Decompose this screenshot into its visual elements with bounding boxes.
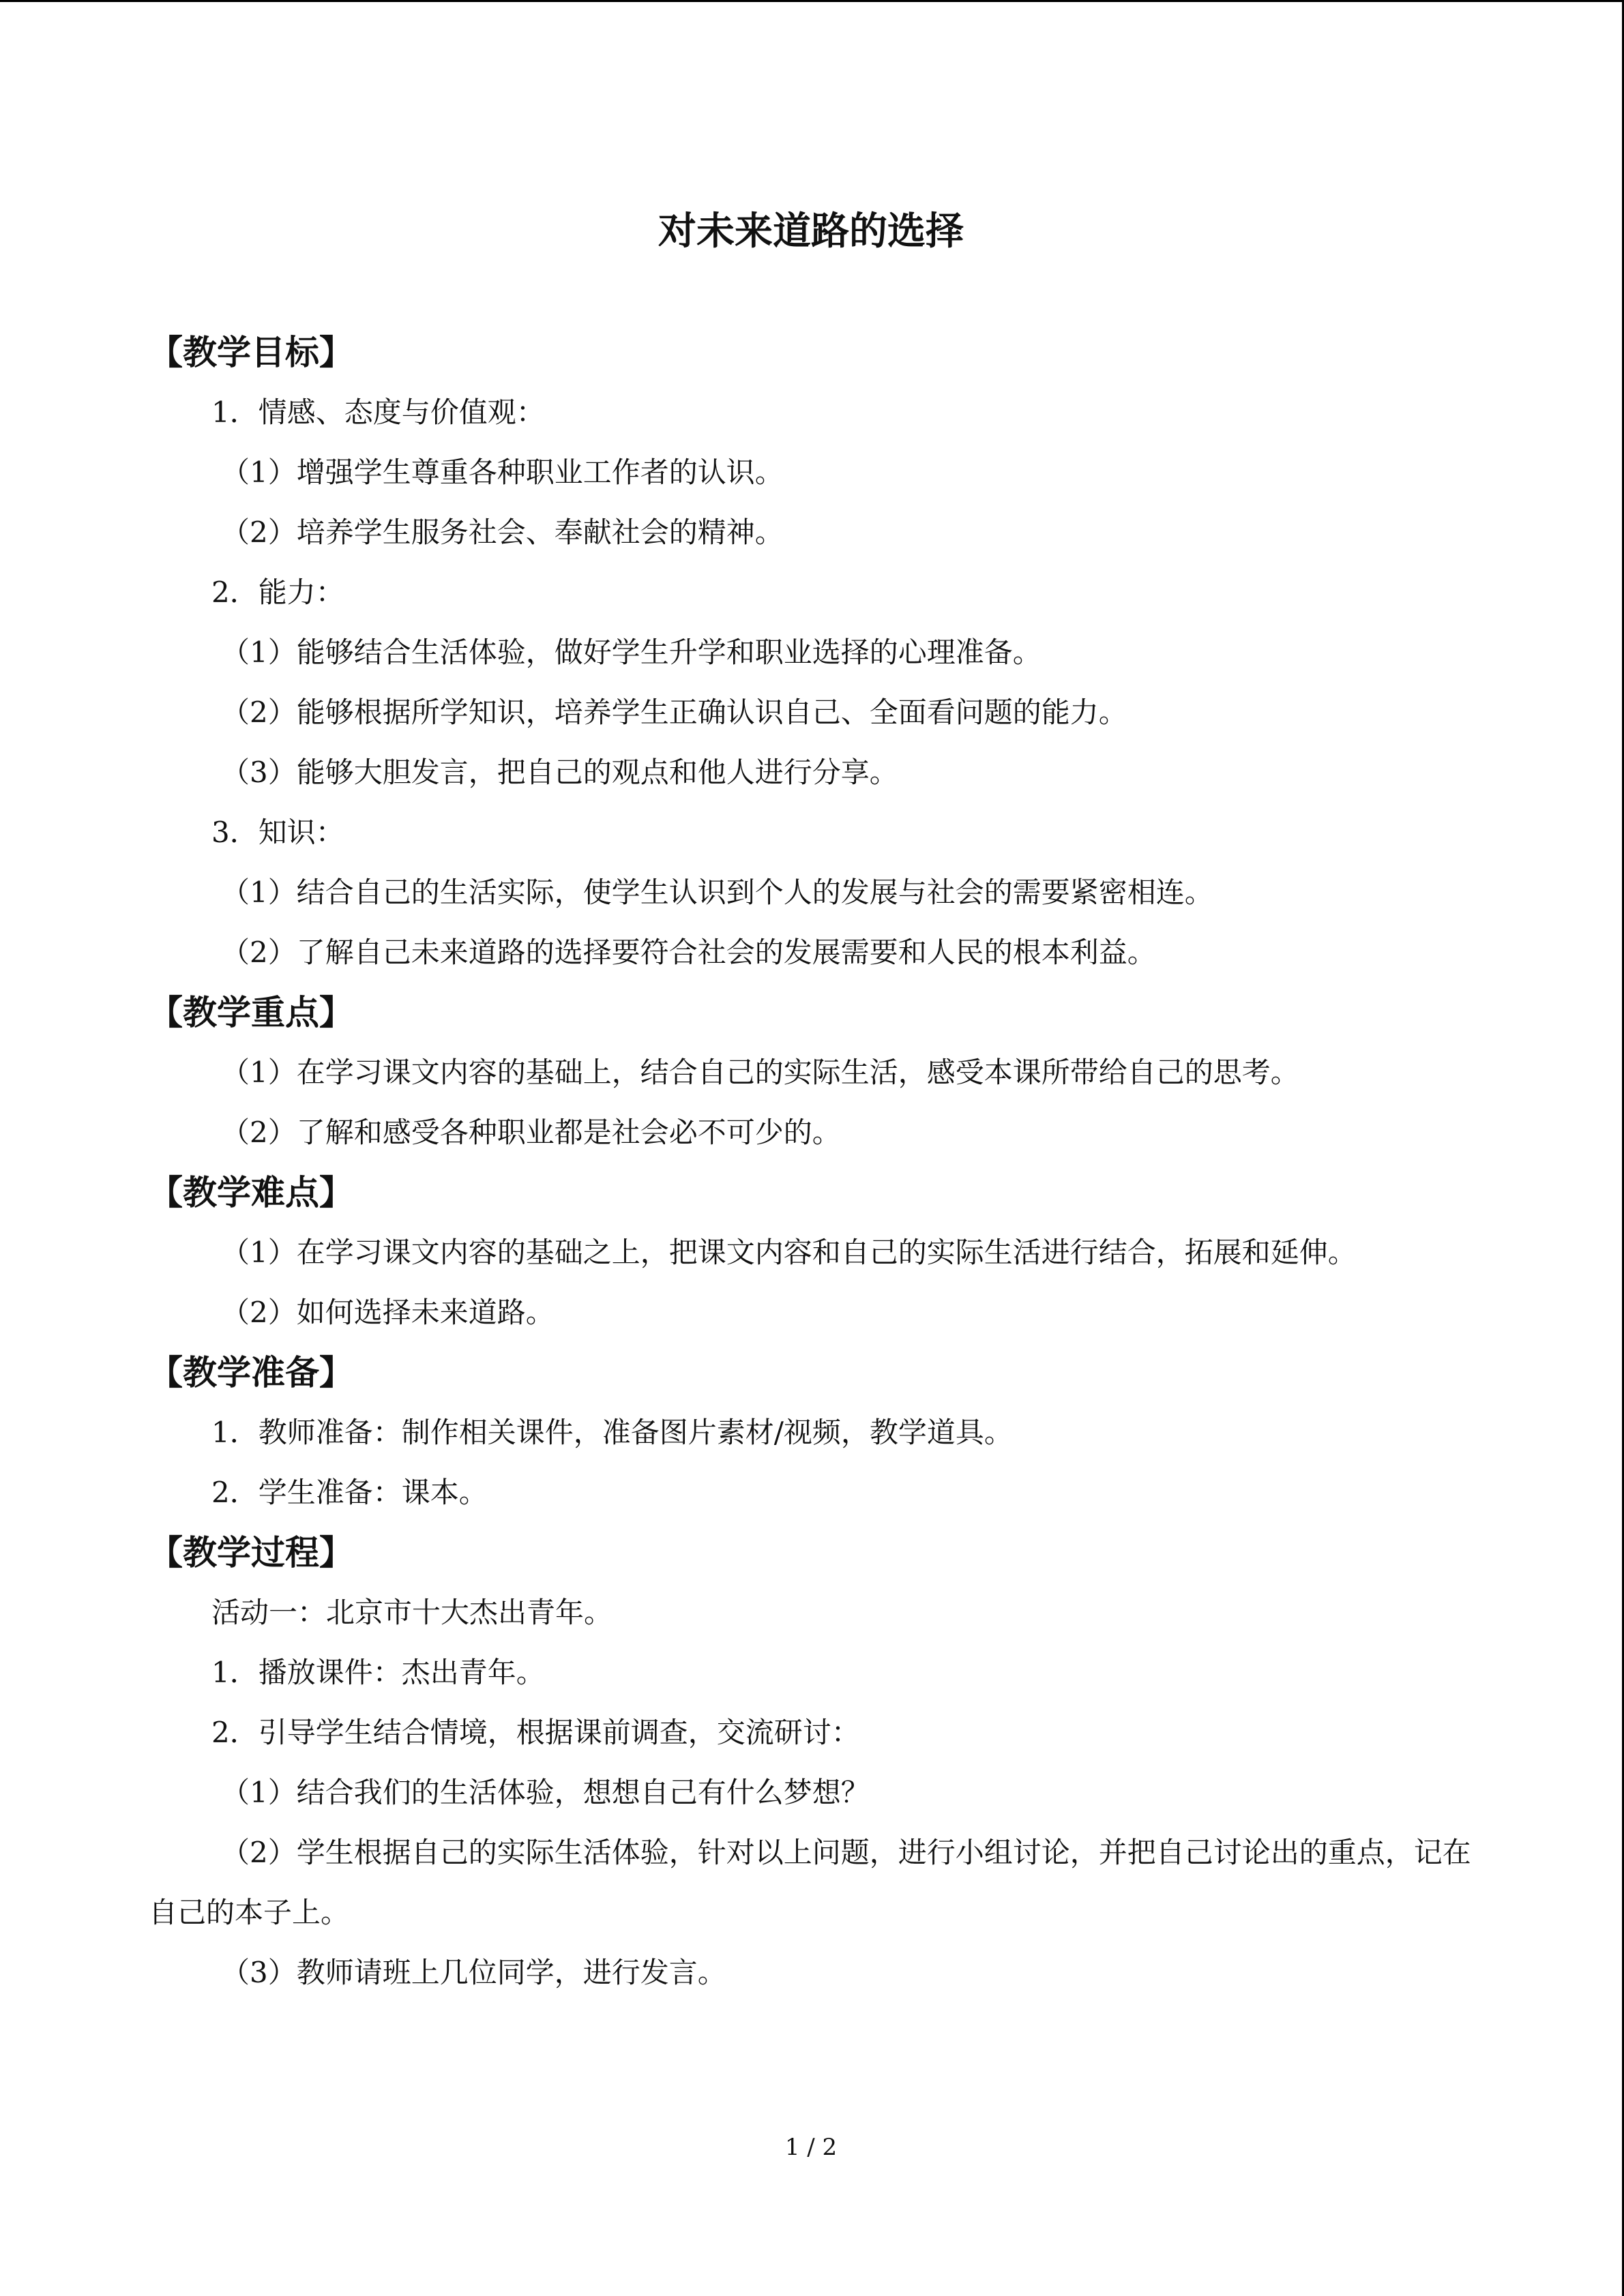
section-heading: 【教学目标】: [149, 333, 353, 372]
document-body: [149, 323, 1479, 2003]
body-line: （2）了解和感受各种职业都是社会必不可少的。: [221, 1116, 841, 1149]
body-line: 1．播放课件：杰出青年。: [211, 1656, 545, 1689]
section-difficulties: [149, 1163, 1479, 1343]
section-key-points: [149, 983, 1479, 1163]
section-heading: 【教学重点】: [149, 993, 353, 1032]
body-line: （2）学生根据自己的实际生活体验，针对以上问题，进行小组讨论，并把自己讨论出的重点，记在自己的本子上。: [149, 1836, 1471, 1929]
body-line: （1）在学习课文内容的基础之上，把课文内容和自己的实际生活进行结合，拓展和延伸。: [221, 1236, 1357, 1269]
body-line: （2）如何选择未来道路。: [221, 1296, 555, 1329]
section-objectives: [149, 323, 1479, 983]
section-heading: 【教学过程】: [149, 1533, 353, 1572]
document-title: 对未来道路的选择: [658, 209, 964, 254]
body-line: （1）增强学生尊重各种职业工作者的认识。: [221, 456, 784, 489]
body-line: （1）在学习课文内容的基础上，结合自己的实际生活，感受本课所带给自己的思考。: [221, 1056, 1299, 1089]
body-line: 1．情感、态度与价值观：: [211, 396, 545, 429]
body-line: （2）能够根据所学知识，培养学生正确认识自己、全面看问题的能力。: [221, 696, 1127, 729]
body-line: 2．能力：: [211, 576, 344, 609]
body-line: 活动一：北京市十大杰出青年。: [211, 1596, 613, 1629]
section-heading: 【教学准备】: [149, 1353, 353, 1392]
body-line: （3）教师请班上几位同学，进行发言。: [221, 1956, 726, 1989]
section-heading: 【教学难点】: [149, 1173, 353, 1212]
body-line: （2）了解自己未来道路的选择要符合社会的发展需要和人民的根本利益。: [221, 936, 1156, 969]
body-line: 3．知识：: [211, 816, 344, 849]
body-line: 2．学生准备：课本。: [211, 1476, 488, 1509]
body-line: （1）结合自己的生活实际，使学生认识到个人的发展与社会的需要紧密相连。: [221, 876, 1213, 909]
body-line: 1．教师准备：制作相关课件，准备图片素材/视频，教学道具。: [211, 1416, 1013, 1449]
body-line: （1）能够结合生活体验，做好学生升学和职业选择的心理准备。: [221, 636, 1042, 669]
body-line: （2）培养学生服务社会、奉献社会的精神。: [221, 516, 784, 549]
body-line: （3）能够大胆发言，把自己的观点和他人进行分享。: [221, 756, 898, 789]
section-process: [149, 1523, 1479, 2003]
page-indicator: 1 / 2: [784, 2134, 838, 2161]
section-preparation: [149, 1343, 1479, 1523]
body-line: 2．引导学生结合情境，根据课前调查，交流研讨：: [211, 1716, 860, 1749]
body-line: （1）结合我们的生活体验，想想自己有什么梦想？: [221, 1776, 870, 1809]
